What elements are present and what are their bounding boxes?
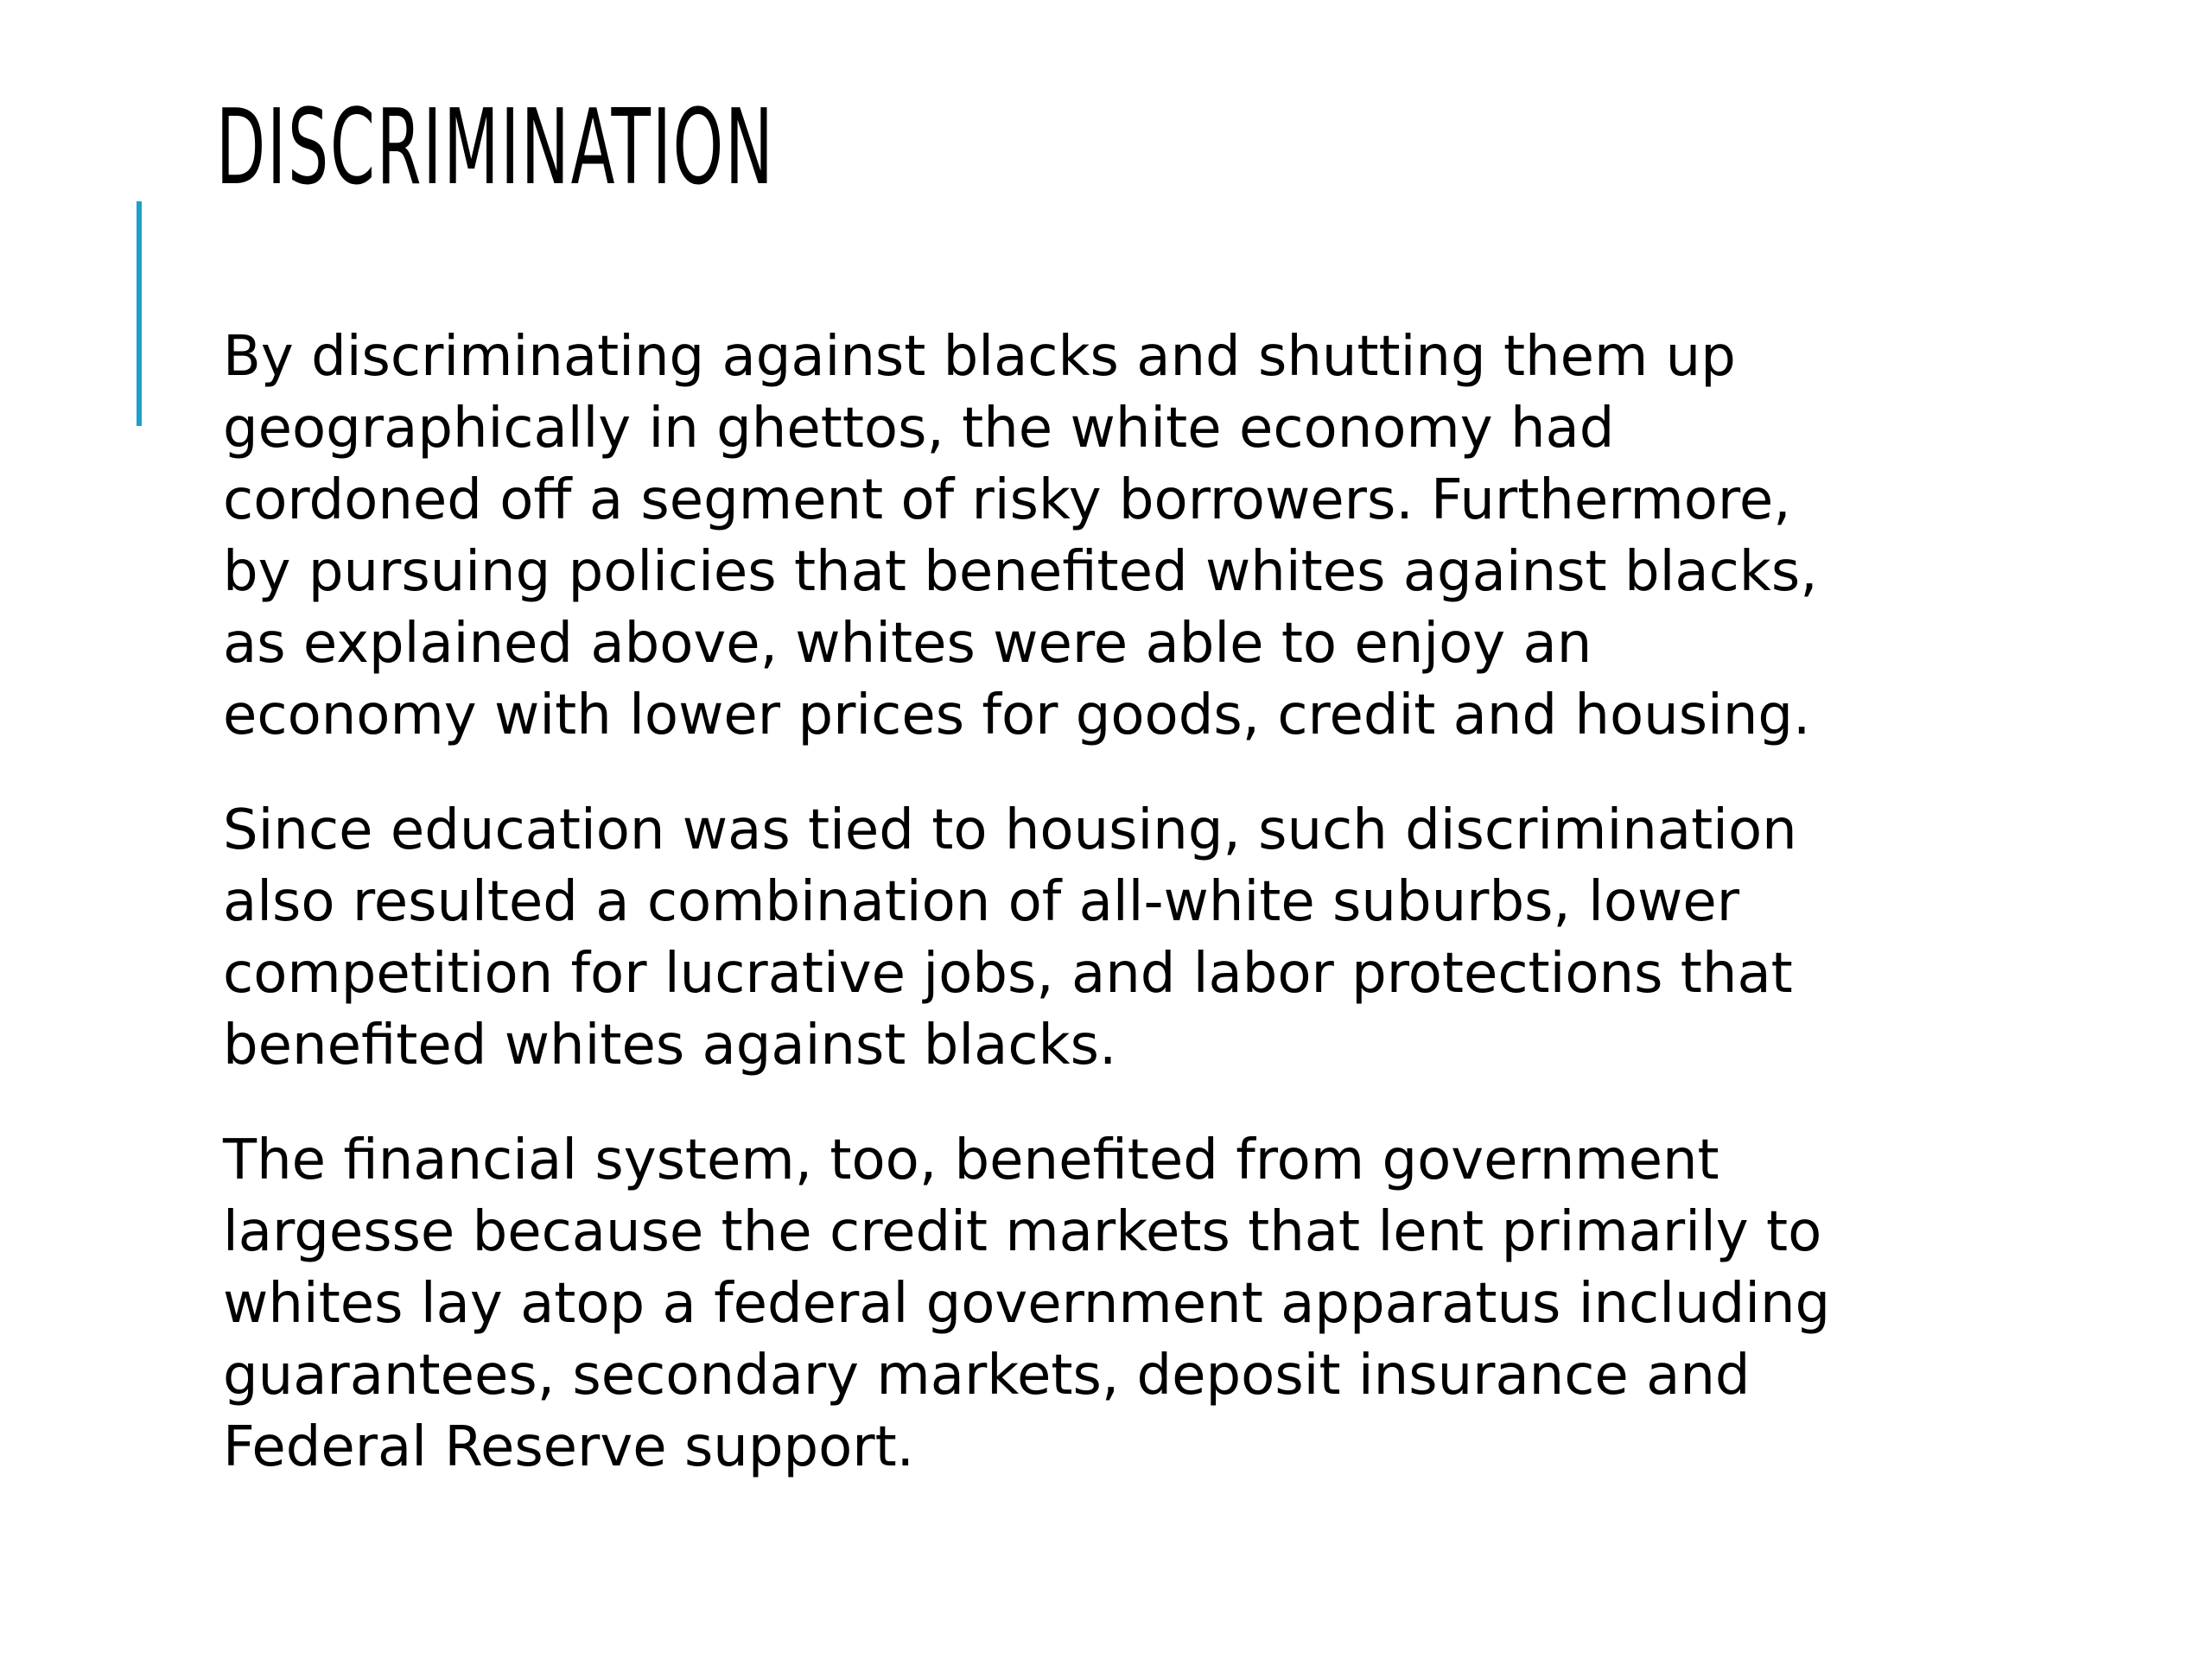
accent-bar bbox=[137, 201, 142, 426]
slide-body bbox=[223, 321, 2029, 1527]
body-paragraph-2: Since education was tied to housing, such discrimination also resulted a combination of all-white suburbs, lower competition for lucrative jobs, and labor protections that benefited whites against blacks. bbox=[223, 798, 1797, 1077]
slide-title: DISCRIMINATION bbox=[216, 88, 775, 208]
body-paragraph-3: The financial system, too, benefited from government largesse because the credit markets that lent primarily to whites lay atop a federal government apparatus including guarantees, secondary markets, deposit insurance and Federal Reserve support. bbox=[223, 1128, 1831, 1479]
body-paragraph-1: By discriminating against blacks and shutting them up geographically in ghettos, the white economy had cordoned off a segment of risky borrowers. Furthermore, by pursuing policies that benefited whites against blacks, as explained above, whites were able to enjoy an economy with lower prices for goods, credit and housing. bbox=[223, 325, 1818, 747]
